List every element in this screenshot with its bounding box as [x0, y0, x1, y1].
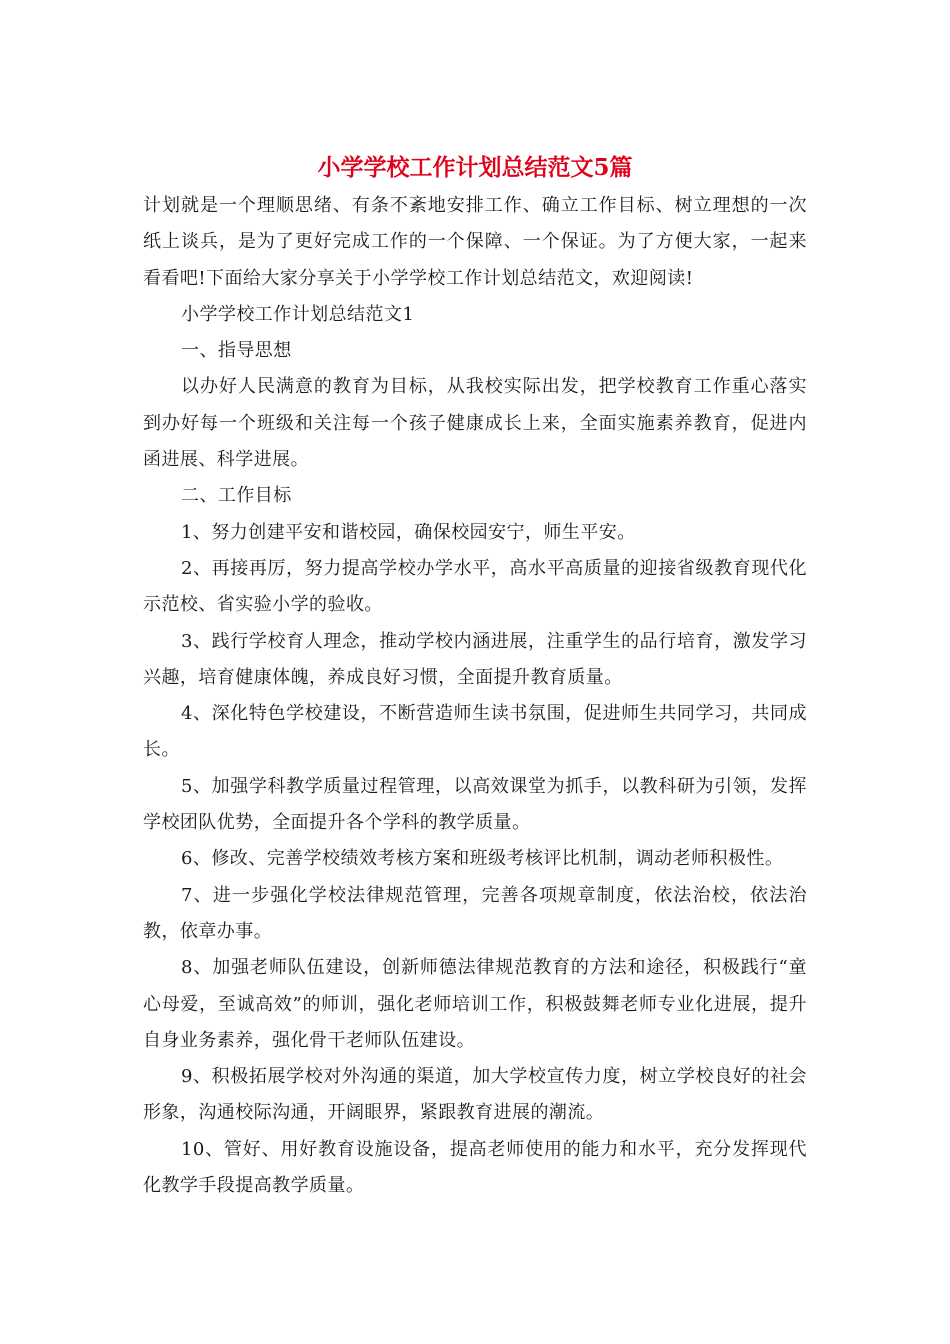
goal-item-9: 9、积极拓展学校对外沟通的渠道，加大学校宣传力度，树立学校良好的社会形象，沟通校际沟通，开阔眼界，紧跟教育进展的潮流。 [143, 1066, 807, 1124]
goal-item-10: 10、管好、用好教育设施设备，提高老师使用的能力和水平，充分发挥现代化教学手段提高教学质量。 [143, 1138, 807, 1197]
section-heading: 小学学校工作计划总结范文1 [181, 303, 415, 325]
goal-item-4: 4、深化特色学校建设，不断营造师生读书氛围，促进师生共同学习，共同成长。 [143, 703, 807, 761]
document-body [143, 188, 807, 1204]
goal-item-5: 5、加强学科教学质量过程管理，以高效课堂为抓手，以教科研为引领，发挥学校团队优势，全面提升各个学科的教学质量。 [143, 775, 807, 834]
goal-item-2: 2、再接再厉，努力提高学校办学水平，高水平高质量的迎接省级教育现代化示范校、省实验小学的验收。 [143, 557, 807, 616]
part1-heading: 一、指导思想 [181, 340, 292, 362]
goal-item-7: 7、进一步强化学校法律规范管理，完善各项规章制度，依法治校，依法治教，依章办事。 [143, 884, 807, 942]
goal-item-3: 3、践行学校育人理念，推动学校内涵进展，注重学生的品行培育，激发学习兴趣，培育健康体魄，养成良好习惯，全面提升教育质量。 [143, 630, 807, 688]
goal-item-1: 1、努力创建平安和谐校园，确保校园安宁，师生平安。 [181, 521, 636, 543]
intro-paragraph: 计划就是一个理顺思绪、有条不紊地安排工作、确立工作目标、树立理想的一次纸上谈兵，是为了更好完成工作的一个保障、一个保证。为了方便大家，一起来看看吧!下面给大家分享关于小学学校工作计划总结范文，欢迎阅读! [143, 195, 807, 289]
part1-paragraph: 以办好人民满意的教育为目标，从我校实际出发，把学校教育工作重心落实到办好每一个班级和关注每一个孩子健康成长上来，全面实施素养教育，促进内函进展、科学进展。 [143, 376, 807, 471]
goal-item-6: 6、修改、完善学校绩效考核方案和班级考核评比机制，调动老师积极性。 [181, 848, 784, 870]
goal-item-8: 8、加强老师队伍建设，创新师德法律规范教育的方法和途径，积极践行“童心母爱，至诚高效”的师训，强化老师培训工作，积极鼓舞老师专业化进展，提升自身业务素养，强化骨干老师队伍建设。 [143, 957, 807, 1051]
part2-heading: 二、工作目标 [181, 485, 292, 507]
document-title: 小学学校工作计划总结范文5篇 [317, 154, 633, 181]
